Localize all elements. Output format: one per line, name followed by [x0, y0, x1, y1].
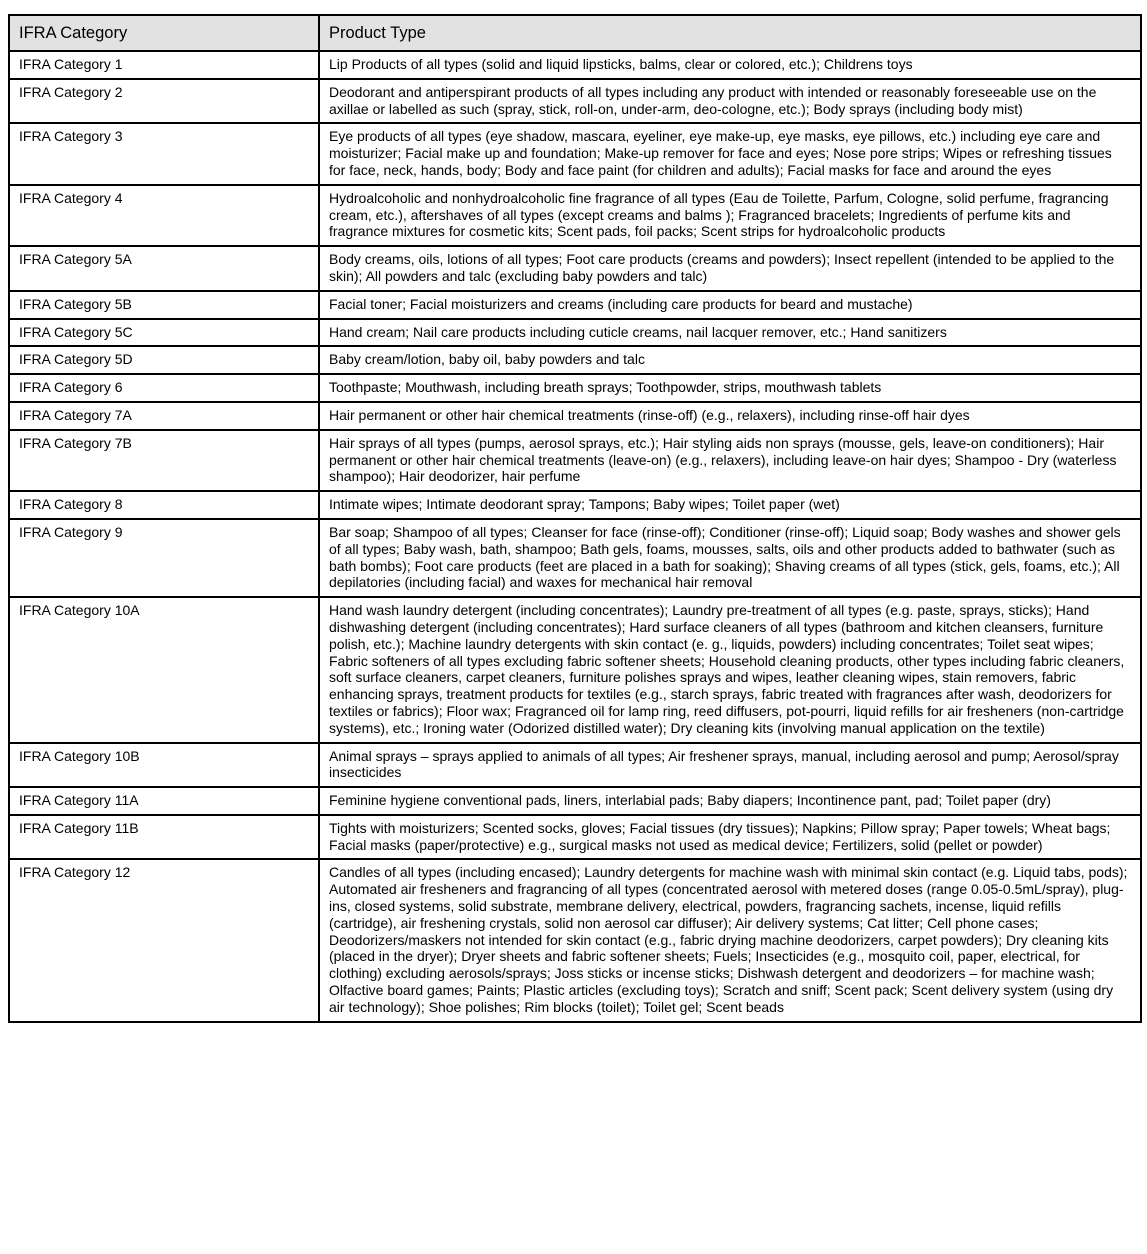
table-row — [9, 246, 1141, 291]
product-type-cell: Intimate wipes; Intimate deodorant spray; Tampons; Baby wipes; Toilet paper (wet) — [319, 491, 1141, 519]
table-row — [9, 402, 1141, 430]
table-row — [9, 430, 1141, 491]
category-cell: IFRA Category 11A — [9, 787, 319, 815]
category-cell: IFRA Category 5B — [9, 291, 319, 319]
table-row — [9, 51, 1141, 79]
table-row — [9, 291, 1141, 319]
category-cell: IFRA Category 12 — [9, 859, 319, 1021]
category-cell: IFRA Category 2 — [9, 79, 319, 124]
table-row — [9, 859, 1141, 1021]
category-cell: IFRA Category 10B — [9, 743, 319, 788]
product-type-cell: Toothpaste; Mouthwash, including breath sprays; Toothpowder, strips, mouthwash tablets — [319, 374, 1141, 402]
product-type-cell: Candles of all types (including encased); Laundry detergents for machine wash with minimal skin contact (e.g. Liquid tabs, pods); Automated air fresheners and fragrancing of all types (concentrated aerosol with metered doses (range 0.05-0.5mL/spray), plug-ins, closed systems, solid substrate, membrane delivery, electrical, powders, fragrancing sachets, incense, liquid refills (cartridge), air freshening crystals, solid non aerosol car diffuser); Air delivery systems; Cat litter; Cell phone cases; Deodorizers/maskers not intended for skin contact (e.g., fabric drying machine deodorizers, carpet powders); Dry cleaning kits (placed in the dryer); Dryer sheets and fabric softener sheets; Fuels; Insecticides (e.g., mosquito coil, paper, electrical, for clothing) excluding aerosols/sprays; Joss sticks or incense sticks; Dishwash detergent and deodorizers – for machine wash; Olfactive board games; Paints; Plastic articles (excluding toys); Scratch and sniff; Scent pack; Scent delivery system (using dry air technology); Shoe polishes; Rim blocks (toilet); Toilet gel; Scent beads — [319, 859, 1141, 1021]
product-type-cell: Hand wash laundry detergent (including concentrates); Laundry pre-treatment of all types (e.g. paste, sprays, sticks); Hand dishwashing detergent (including concentrates); Hard surface cleaners of all types (bathroom and kitchen cleansers, furniture polish, etc.); Machine laundry detergents with skin contact (e. g., liquids, powders) including concentrates; Toilet seat wipes; Fabric softeners of all types excluding fabric softener sheets; Household cleaning products, other types including fabric cleaners, soft surface cleaners, carpet cleaners, furniture polishes sprays and wipes, leather cleaning wipes, stain removers, fabric enhancing sprays, treatment products for textiles (e.g., starch sprays, fabric treated with fragrances after wash, deodorizers for textiles or fabrics); Floor wax; Fragranced oil for lamp ring, reed diffusers, pot-pourri, liquid refills for air fresheners (non-cartridge systems), etc.; Ironing water (Odorized distilled water); Dry cleaning kits (involving manual application on the textile) — [319, 597, 1141, 742]
category-cell: IFRA Category 6 — [9, 374, 319, 402]
product-type-cell: Baby cream/lotion, baby oil, baby powders and talc — [319, 346, 1141, 374]
product-type-cell: Eye products of all types (eye shadow, mascara, eyeliner, eye make-up, eye masks, eye pillows, etc.) including eye care and moisturizer; Facial make up and foundation; Make-up remover for face and eyes; Nose pore strips; Wipes or refreshing tissues for face, neck, hands, body; Body and face paint (for children and adults); Facial masks for face and around the eyes — [319, 123, 1141, 184]
table-row — [9, 374, 1141, 402]
category-cell: IFRA Category 8 — [9, 491, 319, 519]
product-type-cell: Tights with moisturizers; Scented socks, gloves; Facial tissues (dry tissues); Napkins; Pillow spray; Paper towels; Wheat bags; Facial masks (paper/protective) e.g., surgical masks not used as medical device; Fertilizers, solid (pellet or powder) — [319, 815, 1141, 860]
product-type-cell: Hydroalcoholic and nonhydroalcoholic fine fragrance of all types (Eau de Toilette, Parfum, Cologne, solid perfume, fragrancing cream, etc.), aftershaves of all types (except creams and balms ); Fragranced bracelets; Ingredients of perfume kits and fragrance mixtures for cosmetic kits; Scent pads, foil packs; Scent strips for hydroalcoholic products — [319, 185, 1141, 246]
category-cell: IFRA Category 3 — [9, 123, 319, 184]
table-row — [9, 319, 1141, 347]
product-type-cell: Deodorant and antiperspirant products of all types including any product with intended or reasonably foreseeable use on the axillae or labelled as such (spray, stick, roll-on, under-arm, deo-cologne, etc.); Body sprays (including body mist) — [319, 79, 1141, 124]
category-cell: IFRA Category 11B — [9, 815, 319, 860]
table-row — [9, 519, 1141, 597]
product-type-cell: Body creams, oils, lotions of all types; Foot care products (creams and powders); Insect repellent (intended to be applied to the skin); All powders and talc (excluding baby powders and talc) — [319, 246, 1141, 291]
table-header-row — [9, 15, 1141, 51]
column-header-product-type: Product Type — [319, 15, 1141, 51]
table-row — [9, 185, 1141, 246]
table-row — [9, 79, 1141, 124]
table-row — [9, 597, 1141, 742]
category-cell: IFRA Category 5A — [9, 246, 319, 291]
table-body — [9, 51, 1141, 1022]
category-cell: IFRA Category 4 — [9, 185, 319, 246]
product-type-cell: Feminine hygiene conventional pads, liners, interlabial pads; Baby diapers; Incontinence pant, pad; Toilet paper (dry) — [319, 787, 1141, 815]
table-row — [9, 787, 1141, 815]
table-row — [9, 743, 1141, 788]
table-row — [9, 491, 1141, 519]
category-cell: IFRA Category 1 — [9, 51, 319, 79]
product-type-cell: Hair sprays of all types (pumps, aerosol sprays, etc.); Hair styling aids non sprays (mousse, gels, leave-on conditioners); Hair permanent or other hair chemical treatments (leave-on) (e.g., relaxers), including leave-on hair dyes; Shampoo - Dry (waterless shampoo); Hair deodorizer, hair perfume — [319, 430, 1141, 491]
product-type-cell: Animal sprays – sprays applied to animals of all types; Air freshener sprays, manual, including aerosol and pump; Aerosol/spray insecticides — [319, 743, 1141, 788]
table-row — [9, 815, 1141, 860]
product-type-cell: Hand cream; Nail care products including cuticle creams, nail lacquer remover, etc.; Hand sanitizers — [319, 319, 1141, 347]
category-cell: IFRA Category 7B — [9, 430, 319, 491]
product-type-cell: Bar soap; Shampoo of all types; Cleanser for face (rinse-off); Conditioner (rinse-off); Liquid soap; Body washes and shower gels of all types; Baby wash, bath, shampoo; Bath gels, foams, mousses, salts, oils and other products added to bathwater (such as bath bombs); Foot care products (feet are placed in a bath for soaking); Shaving creams of all types (stick, gels, foams, etc.); All depilatories (including facial) and waxes for mechanical hair removal — [319, 519, 1141, 597]
table-row — [9, 346, 1141, 374]
product-type-cell: Lip Products of all types (solid and liquid lipsticks, balms, clear or colored, etc.); Childrens toys — [319, 51, 1141, 79]
column-header-ifra-category: IFRA Category — [9, 15, 319, 51]
product-type-cell: Facial toner; Facial moisturizers and creams (including care products for beard and mustache) — [319, 291, 1141, 319]
category-cell: IFRA Category 7A — [9, 402, 319, 430]
ifra-category-table — [8, 14, 1142, 1023]
table-row — [9, 123, 1141, 184]
product-type-cell: Hair permanent or other hair chemical treatments (rinse-off) (e.g., relaxers), including rinse-off hair dyes — [319, 402, 1141, 430]
category-cell: IFRA Category 9 — [9, 519, 319, 597]
category-cell: IFRA Category 5D — [9, 346, 319, 374]
category-cell: IFRA Category 10A — [9, 597, 319, 742]
category-cell: IFRA Category 5C — [9, 319, 319, 347]
